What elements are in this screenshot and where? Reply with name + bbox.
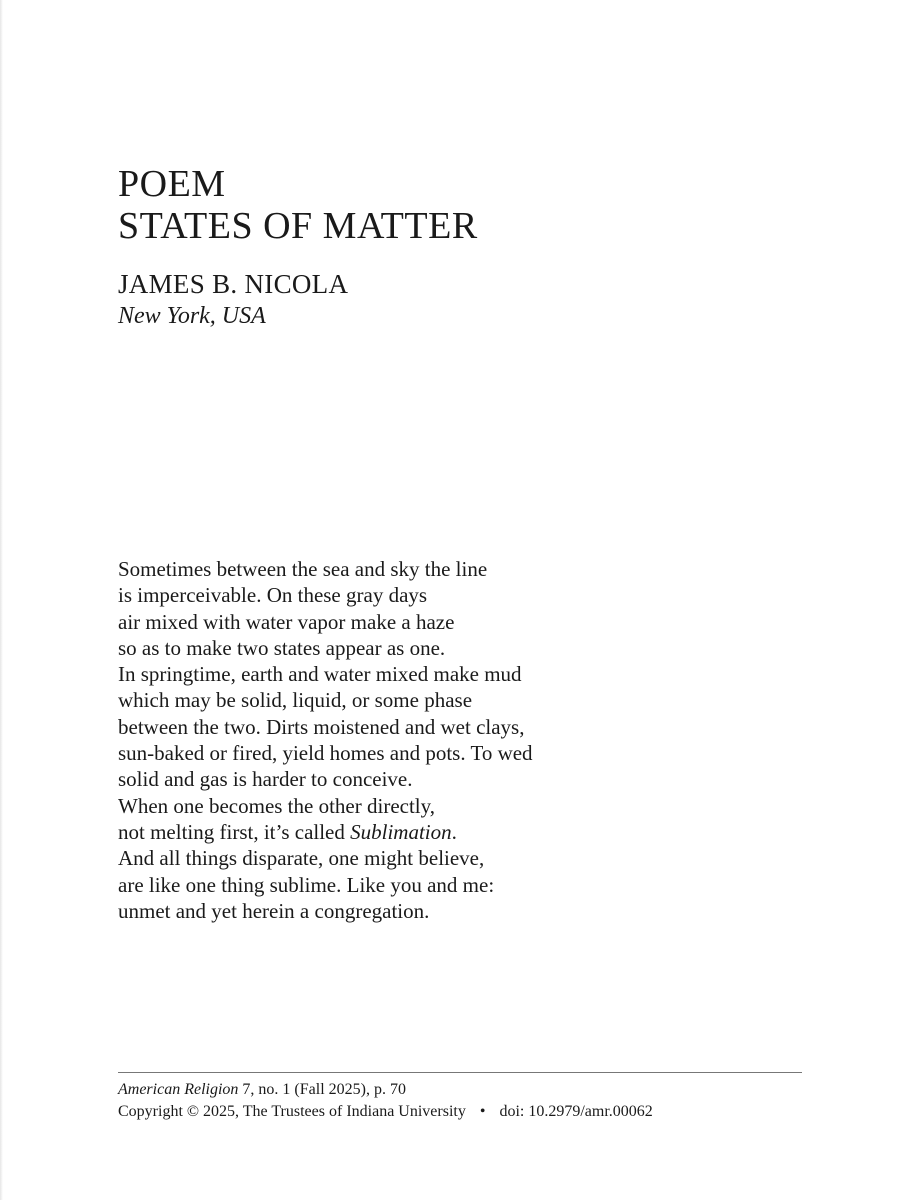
poem-line: unmet and yet herein a congregation. (118, 898, 430, 923)
author-location: New York, USA (118, 303, 266, 329)
poem-line: Sometimes between the sea and sky the line (118, 557, 488, 581)
poem-line-text: not melting first, it’s called (118, 819, 351, 844)
poem-line: sun-baked or fired, yield homes and pots. To wed (118, 741, 533, 766)
poem-line: so as to make two states appear as one. (118, 635, 446, 660)
article-header (118, 163, 818, 247)
poem-line: In springtime, earth and water mixed make mud (118, 662, 522, 687)
poem-title: STATES OF MATTER (118, 205, 478, 247)
author-name: JAMES B. NICOLA (118, 269, 349, 299)
poem-line: And all things disparate, one might believe, (118, 846, 485, 871)
copyright-text: Copyright © 2025, The Trustees of Indiana University (118, 1103, 466, 1120)
poem-line: When one becomes the other directly, (118, 793, 436, 818)
citation-line (118, 1079, 818, 1101)
doi-text: doi: 10.2979/amr.00062 (499, 1103, 653, 1120)
poem-line: between the two. Dirts moistened and wet clays, (118, 714, 525, 739)
poem-line-sublimation (118, 819, 678, 845)
journal-title: American Religion (118, 1081, 239, 1098)
poem-line: are like one thing sublime. Like you and me: (118, 872, 495, 897)
section-label: POEM (118, 163, 226, 205)
footer-divider (118, 1072, 802, 1073)
poem-line: solid and gas is harder to conceive. (118, 767, 413, 792)
emphasis-word: Sublimation (350, 819, 452, 844)
poem-line: which may be solid, liquid, or some phase (118, 688, 473, 713)
copyright-line (118, 1101, 818, 1123)
footer (118, 1079, 818, 1123)
poem-line: air mixed with water vapor make a haze (118, 609, 455, 634)
bullet-separator: • (479, 1103, 486, 1120)
citation-details: 7, no. 1 (Fall 2025), p. 70 (238, 1081, 406, 1098)
emphasis-suffix: . (451, 819, 457, 844)
poem-body (118, 556, 678, 924)
page-edge (0, 0, 3, 1200)
poem-line: is imperceivable. On these gray days (118, 583, 428, 608)
